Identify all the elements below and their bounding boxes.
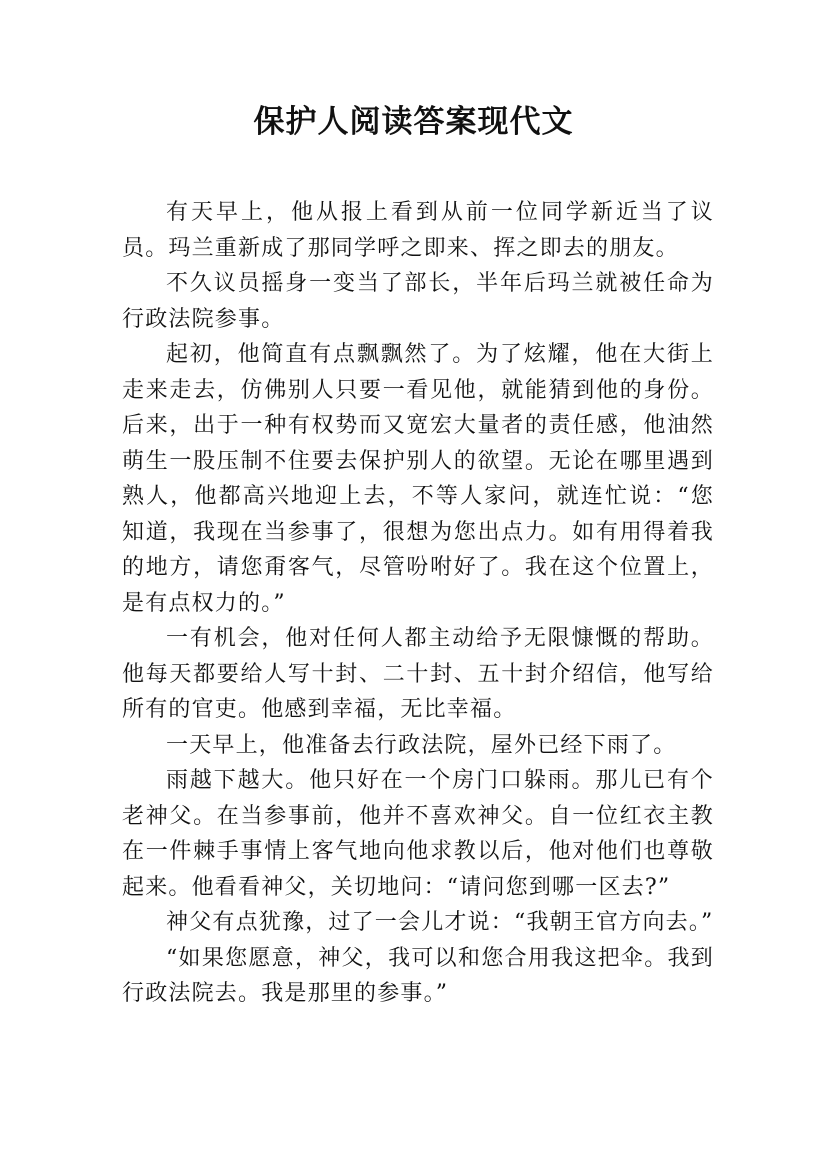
paragraph: 有天早上，他从报上看到从前一位同学新近当了议员。玛兰重新成了那同学呼之即来、挥之即去的朋友。 [122, 200, 714, 261]
paragraph: 雨越下越大。他只好在一个房门口躲雨。那儿已有个老神父。在当参事前，他并不喜欢神父。自一位红衣主教在一件棘手事情上客气地向他求教以后，他对他们也尊敬起来。他看看神父，关切地问：“请问您到哪一区去?” [122, 768, 714, 900]
paragraph: 一有机会，他对任何人都主动给予无限慷慨的帮助。他每天都要给人写十封、二十封、五十封介绍信，他写给所有的官吏。他感到幸福，无比幸福。 [122, 626, 714, 722]
paragraph: 神父有点犹豫，过了一会儿才说：“我朝王官方向去。” [166, 910, 714, 935]
paragraph: 起初，他简直有点飘飘然了。为了炫耀，他在大街上走来走去，仿佛别人只要一看见他，就能猜到他的身份。后来，出于一种有权势而又宽宏大量者的责任感，他油然萌生一股压制不住要去保护别人的欲望。无论在哪里遇到熟人，他都高兴地迎上去，不等人家问，就连忙说：“您知道，我现在当参事了，很想为您出点力。如有用得着我的地方，请您甭客气，尽管吩咐好了。我在这个位置上，是有点权力的。” [122, 342, 714, 616]
article-body [122, 195, 714, 1012]
page-title: 保护人阅读答案现代文 [253, 104, 574, 140]
paragraph: 不久议员摇身一变当了部长，半年后玛兰就被任命为行政法院参事。 [122, 271, 714, 332]
paragraph: 一天早上，他准备去行政法院，屋外已经下雨了。 [166, 732, 677, 758]
paragraph: “如果您愿意，神父，我可以和您合用我这把伞。我到行政法院去。我是那里的参事。” [122, 945, 714, 1006]
